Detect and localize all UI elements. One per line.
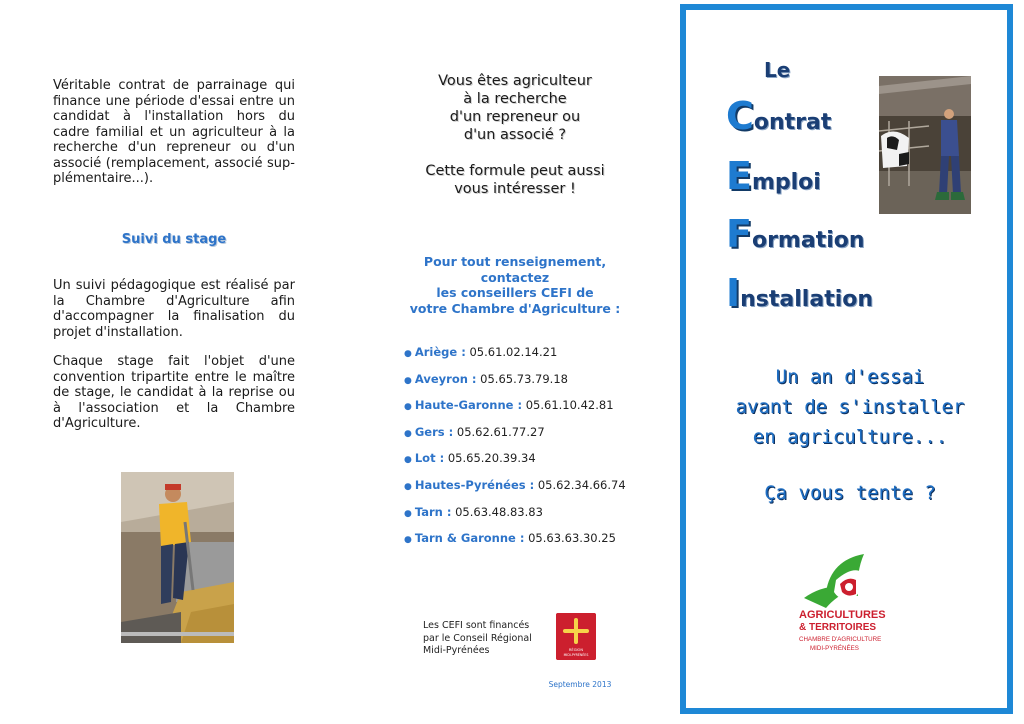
- acronym-emploi: [726, 154, 821, 198]
- intro-paragraph: Véritable contrat de parrainage qui finance une période d'essai entre un candidat à l'installation hors du cadre familial et un agriculteur à la recherche d'un repreneur ou d'un associé (remplacement, associé sup-plémentaire...).: [53, 78, 295, 186]
- question-text: [405, 72, 625, 144]
- suivi-paragraph: Un suivi pédagogique est réalisé par la Chambre d'Agriculture afin d'accompagner la finalisation du projet d'installation.: [53, 278, 295, 340]
- cover-question: Ça vous tente ?: [764, 482, 936, 504]
- bullet-icon: ●: [404, 375, 412, 386]
- bullet-icon: ●: [404, 402, 412, 413]
- contact-item: [404, 370, 644, 397]
- svg-text:MIDI-PYRÉNÉES: MIDI-PYRÉNÉES: [563, 653, 589, 657]
- svg-text:RÉGION: RÉGION: [568, 648, 584, 652]
- formula-line: vous intéresser !: [454, 181, 576, 197]
- acronym-installation: [726, 271, 873, 315]
- contact-heading-line: Pour tout renseignement,: [423, 254, 607, 269]
- funding-line: par le Conseil Régional: [423, 632, 532, 644]
- logo-line: & TERRITOIRES: [799, 622, 877, 633]
- formula-line: Cette formule peut aussi: [425, 163, 605, 179]
- contact-dept: Aveyron :: [414, 371, 477, 386]
- acronym-word: ontrat: [753, 110, 832, 135]
- acronym-letter: I: [726, 271, 741, 315]
- bullet-icon: ●: [404, 481, 412, 492]
- cover-tagline: [700, 362, 1000, 452]
- acronym-word: nstallation: [740, 287, 874, 312]
- contact-dept: Tarn & Garonne :: [414, 531, 525, 546]
- acronym-letter: F: [726, 212, 752, 256]
- contact-list: [404, 343, 644, 556]
- funding-note: [423, 620, 548, 658]
- farmer-grain-photo: [121, 472, 234, 643]
- contact-phone: 05.65.73.79.18: [480, 371, 568, 386]
- cover-le: Le: [764, 58, 791, 82]
- bullet-icon: ●: [404, 349, 412, 359]
- contact-dept: Haute-Garonne :: [414, 398, 523, 413]
- logo-line: CHAMBRE D'AGRICULTURE: [799, 636, 882, 643]
- question-line: d'un associé ?: [463, 127, 567, 143]
- contact-phone: 05.61.02.14.21: [469, 345, 558, 359]
- bullet-icon: ●: [404, 508, 412, 519]
- bullet-icon: ●: [404, 455, 412, 466]
- region-midi-pyrenees-logo: [556, 613, 596, 660]
- contact-item: [404, 476, 644, 503]
- contact-item: [404, 503, 644, 530]
- convention-paragraph: Chaque stage fait l'objet d'une convention tripartite entre le maître de stage, le candidat à la reprise ou à l'association et la Chambre d'Agriculture.: [53, 354, 295, 431]
- tagline-line: avant de s'installer: [735, 396, 965, 418]
- question-line: à la recherche: [463, 91, 567, 107]
- tagline-line: Un an d'essai: [775, 366, 925, 388]
- contact-phone: 05.63.48.83.83: [455, 504, 543, 519]
- formula-text: [405, 162, 625, 198]
- contact-phone: 05.65.20.39.34: [447, 451, 536, 466]
- contact-item: [404, 343, 644, 370]
- contact-dept: Ariège :: [414, 345, 466, 359]
- acronym-word: ormation: [751, 228, 865, 253]
- acronym-formation: [726, 212, 865, 256]
- contact-dept: Hautes-Pyrénées :: [414, 477, 535, 492]
- tagline-line: en agriculture...: [752, 426, 948, 448]
- question-line: d'un repreneur ou: [449, 109, 581, 125]
- logo-line: MIDI-PYRÉNÉES: [810, 645, 859, 652]
- contact-heading: [400, 254, 630, 316]
- bullet-icon: ●: [404, 535, 412, 546]
- contact-dept: Gers :: [414, 424, 454, 439]
- contact-item: [404, 449, 644, 476]
- contact-item: [404, 423, 644, 450]
- contact-heading-line: contactez: [480, 269, 550, 285]
- suivi-heading: Suivi du stage: [121, 232, 227, 247]
- contact-phone: 05.61.10.42.81: [525, 398, 614, 413]
- acronym-letter: C: [726, 94, 754, 138]
- contact-phone: 05.63.63.30.25: [528, 531, 616, 546]
- contact-heading-line: les conseillers CEFI de: [436, 285, 594, 300]
- logo-line: AGRICULTURES: [799, 609, 886, 621]
- contact-item: [404, 396, 644, 423]
- contact-dept: Tarn :: [414, 504, 452, 519]
- publication-date: Septembre 2013: [548, 680, 612, 689]
- question-line: Vous êtes agriculteur: [438, 73, 592, 89]
- bullet-icon: ●: [404, 428, 412, 439]
- contact-heading-line: votre Chambre d'Agriculture :: [409, 300, 621, 316]
- contact-item: [404, 529, 644, 556]
- acronym-contrat: [726, 94, 831, 138]
- contact-phone: 05.62.61.77.27: [456, 424, 545, 439]
- contact-dept: Lot :: [414, 451, 445, 466]
- agricultures-territoires-logo: [796, 552, 891, 660]
- acronym-word: mploi: [751, 170, 821, 195]
- farmer-cows-photo: [879, 76, 971, 214]
- contact-phone: 05.62.34.66.74: [537, 477, 626, 492]
- acronym-letter: E: [726, 154, 752, 198]
- funding-line: Midi-Pyrénées: [423, 645, 490, 656]
- funding-line: Les CEFI sont financés: [423, 620, 530, 631]
